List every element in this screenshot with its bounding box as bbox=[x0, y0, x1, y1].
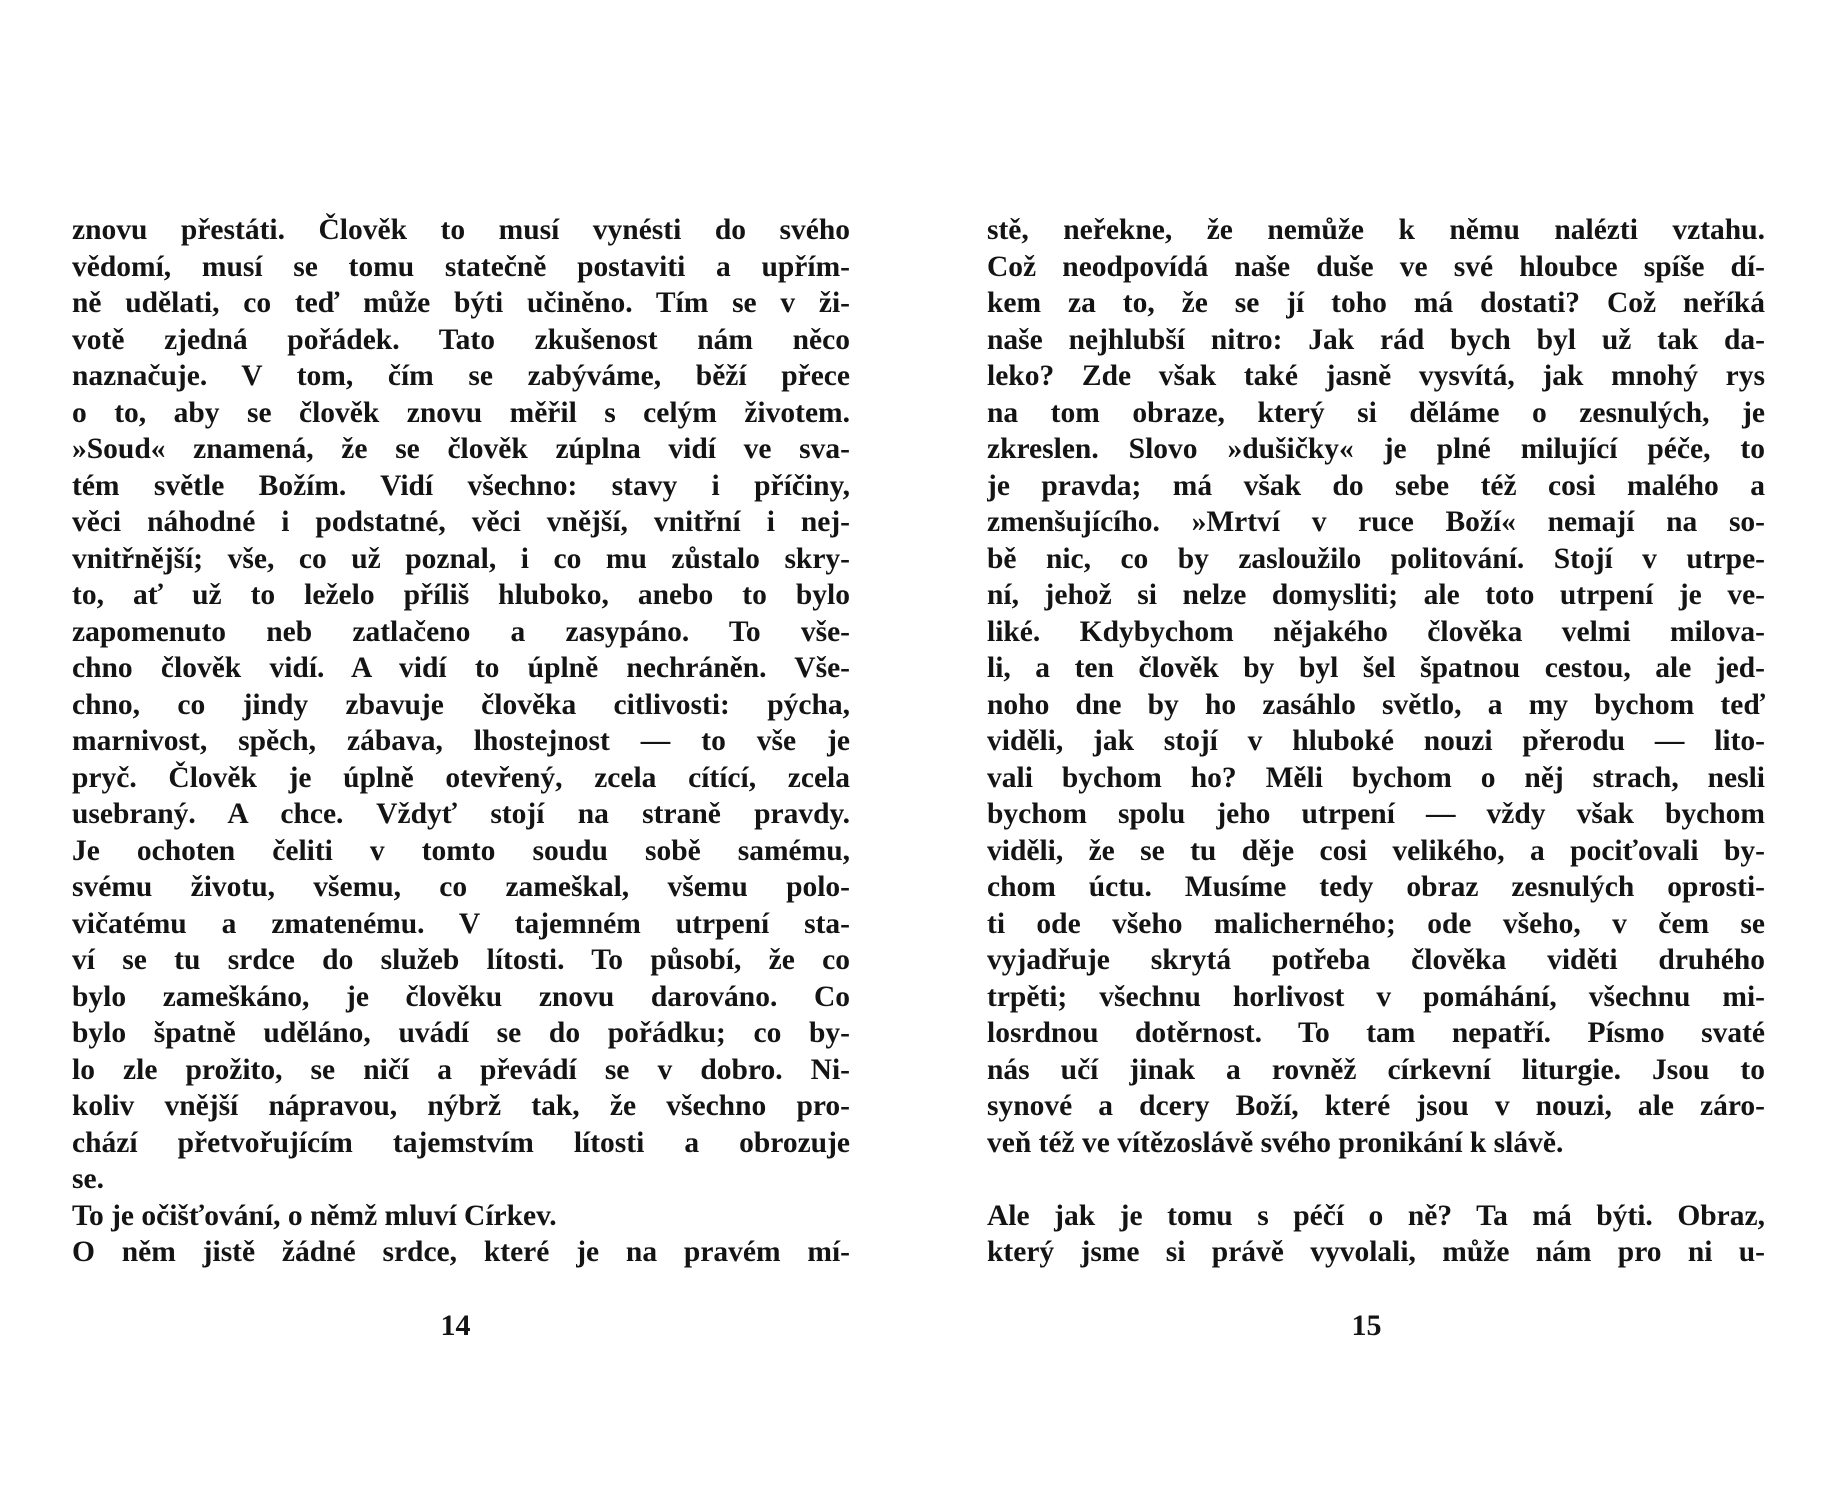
text-line: znovu přestáti. Člověk to musí vynésti do svého bbox=[72, 214, 850, 246]
page-number: 15 bbox=[1351, 1309, 1382, 1342]
text-line: věci náhodné i podstatné, věci vnější, vnitřní i nej- bbox=[72, 506, 850, 538]
text-line: marnivost, spěch, zábava, lhostejnost — to vše je bbox=[72, 725, 850, 757]
text-line: pryč. Člověk je úplně otevřený, zcela cítící, zcela bbox=[72, 761, 850, 794]
text-line: To je očišťování, o němž mluví Církev. bbox=[72, 1199, 557, 1232]
text-line: to, ať už to leželo příliš hluboko, anebo to bylo bbox=[72, 579, 850, 611]
text-line: lo zle prožito, se ničí a převádí se v dobro. Ni- bbox=[72, 1053, 850, 1086]
text-line: který jsme si právě vyvolali, může nám pro ni u- bbox=[987, 1236, 1765, 1268]
text-line: ví se tu srdce do služeb lítosti. To působí, že co bbox=[72, 944, 850, 976]
text-line: Což neodpovídá naše duše ve své hloubce spíše dí- bbox=[987, 250, 1765, 283]
text-line: bylo zameškáno, je člověku znovu darováno. Co bbox=[72, 980, 850, 1013]
text-line: bylo špatně uděláno, uvádí se do pořádku; co by- bbox=[72, 1017, 850, 1049]
text-line: bychom spolu jeho utrpení — vždy však bychom bbox=[987, 798, 1765, 830]
text-line: »Soud« znamená, že se člověk zúplna vidí ve sva- bbox=[72, 433, 850, 465]
text-line: ně udělati, co teď může býti učiněno. Tím se v ži- bbox=[72, 287, 850, 319]
text-line: vnitřnější; vše, co už poznal, i co mu zůstalo skry- bbox=[72, 542, 850, 575]
text-line: veň též ve vítězoslávě svého pronikání k slávě. bbox=[987, 1126, 1564, 1159]
text-line: nás učí jinak a rovněž církevní liturgie. Jsou to bbox=[987, 1053, 1765, 1086]
text-line: chno člověk vidí. A vidí to úplně nechráněn. Vše- bbox=[72, 652, 850, 684]
page-number: 14 bbox=[440, 1309, 471, 1342]
text-line: koliv vnější nápravou, nýbrž tak, že všechno pro- bbox=[72, 1090, 850, 1122]
text-line: vyjadřuje skrytá potřeba člověka viděti druhého bbox=[987, 944, 1765, 976]
text-line: ti ode všeho malicherného; ode všeho, v čem se bbox=[987, 907, 1765, 940]
text-line: Ale jak je tomu s péčí o ně? Ta má býti. Obraz, bbox=[987, 1199, 1765, 1232]
text-line: zmenšujícího. »Mrtví v ruce Boží« nemají na so- bbox=[987, 506, 1765, 538]
text-line: bě nic, co by zasloužilo politování. Stojí v utrpe- bbox=[987, 542, 1765, 575]
text-line: O něm jistě žádné srdce, které je na pravém mí- bbox=[72, 1236, 850, 1268]
text-line: liké. Kdybychom nějakého člověka velmi milova- bbox=[987, 615, 1765, 648]
text-line: li, a ten člověk by byl šel špatnou cestou, ale jed- bbox=[987, 652, 1765, 684]
text-line: tém světle Božím. Vidí všechno: stavy i příčiny, bbox=[72, 469, 850, 502]
text-line: na tom obraze, který si děláme o zesnulých, je bbox=[987, 396, 1765, 429]
text-line: zapomenuto neb zatlačeno a zasypáno. To vše- bbox=[72, 615, 850, 648]
text-line: stě, neřekne, že nemůže k němu nalézti vztahu. bbox=[987, 214, 1765, 246]
text-line: o to, aby se člověk znovu měřil s celým životem. bbox=[72, 396, 850, 429]
text-line: kem za to, že se jí toho má dostati? Což neříká bbox=[987, 287, 1765, 319]
text-line: vičatému a zmatenému. V tajemném utrpení sta- bbox=[72, 907, 850, 940]
text-line: viděli, že se tu děje cosi velikého, a pociťovali by- bbox=[987, 834, 1765, 867]
text-line: chází přetvořujícím tajemstvím lítosti a obrozuje bbox=[72, 1126, 850, 1159]
text-line: synové a dcery Boží, které jsou v nouzi, ale záro- bbox=[987, 1090, 1765, 1122]
text-line: trpěti; všechnu horlivost v pomáhání, všechnu mi- bbox=[987, 980, 1765, 1013]
text-line: je pravda; má však do sebe též cosi malého a bbox=[987, 469, 1765, 502]
text-line: noho dne by ho zasáhlo světlo, a my bychom teď bbox=[987, 688, 1765, 721]
text-line: chom úctu. Musíme tedy obraz zesnulých oprosti- bbox=[987, 871, 1765, 903]
left-page-text bbox=[72, 212, 850, 1271]
text-line: leko? Zde však také jasně vysvítá, jak mnohý rys bbox=[987, 360, 1765, 392]
paragraph-gap bbox=[987, 1161, 1765, 1198]
text-line: chno, co jindy zbavuje člověka citlivosti: pýcha, bbox=[72, 688, 850, 721]
text-line: Je ochoten čeliti v tomto soudu sobě samému, bbox=[72, 834, 850, 867]
right-page-text bbox=[987, 212, 1765, 1271]
text-line: naše nejhlubší nitro: Jak rád bych byl už tak da- bbox=[987, 323, 1765, 356]
text-line: svému životu, všemu, co zameškal, všemu polo- bbox=[72, 871, 850, 903]
text-line: usebraný. A chce. Vždyť stojí na straně pravdy. bbox=[72, 798, 850, 830]
right-page bbox=[911, 0, 1822, 1501]
text-line: ní, jehož si nelze domysliti; ale toto utrpení je ve- bbox=[987, 579, 1765, 611]
text-line: se. bbox=[72, 1163, 104, 1195]
text-line: zkreslen. Slovo »dušičky« je plné milující péče, to bbox=[987, 433, 1765, 465]
text-line: vědomí, musí se tomu statečně postaviti a upřím- bbox=[72, 250, 850, 283]
text-line: naznačuje. V tom, čím se zabýváme, běží přece bbox=[72, 360, 850, 392]
text-line: votě zjedná pořádek. Tato zkušenost nám něco bbox=[72, 323, 850, 356]
text-line: losrdnou dotěrnost. To tam nepatří. Písmo svaté bbox=[987, 1017, 1765, 1049]
text-line: vali bychom ho? Měli bychom o něj strach, nesli bbox=[987, 761, 1765, 794]
text-line: viděli, jak stojí v hluboké nouzi přerodu — lito- bbox=[987, 725, 1765, 757]
